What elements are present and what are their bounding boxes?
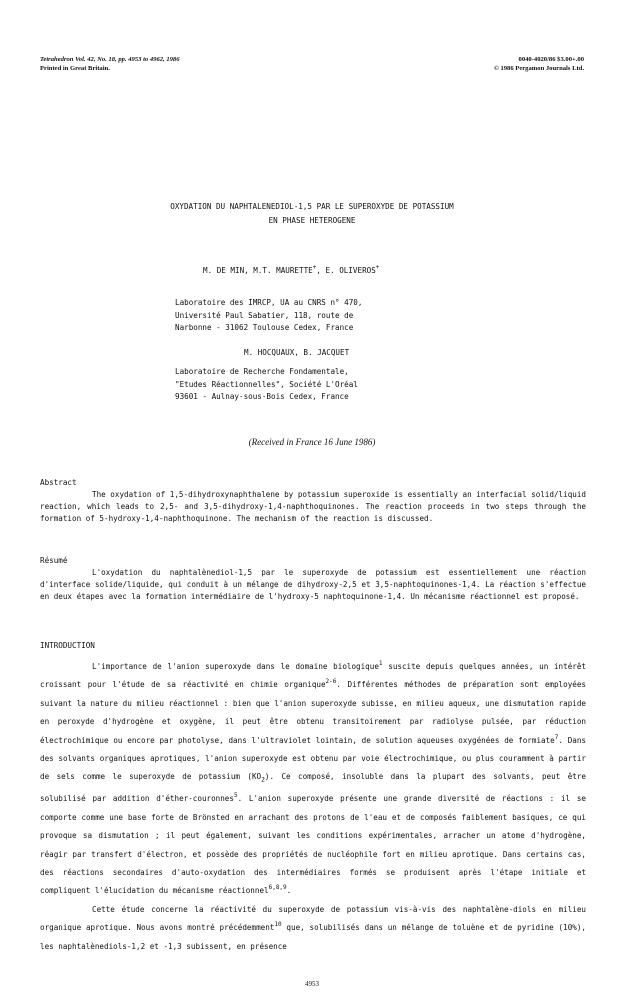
intro-p1-part-6: . L'anion superoxyde présente une grande diversité de réactions : il se comporte comme une base forte de Brönsted en arrachant des protons de l'eau et de composés faiblement basiques, ce qui provoque sa dismutation ; il peut également, suivant les conditions expérimentales, arracher un atome d'hydrogène, réagir par transfert d'électron, et possède des propriétés de nucléophile fort en milieu aprotique. Dans certains cas, des réactions secondaires d'auto-oxydation des intermédiaires formés se produisent après l'étape initiale et compliquent l'élucidation du mécanisme réactionnel <box>40 794 586 896</box>
intro-ref-3: 7 <box>554 733 559 741</box>
affil-2-line-3: 93601 - Aulnay-sous-Bois Cedex, France <box>175 392 349 401</box>
abstract-heading: Abstract <box>40 478 77 487</box>
author-names-b: , E. OLIVEROS <box>316 266 376 275</box>
author-mark-a: + <box>312 264 317 271</box>
intro-ref-5: 6,8,9 <box>268 884 287 892</box>
title-line-1: OXYDATION DU NAPHTALENEDIOL-1,5 PAR LE SUPEROXYDE DE POTASSIUM <box>170 202 454 211</box>
authors-primary <box>203 265 379 277</box>
journal-citation <box>40 55 180 73</box>
affil-2-line-2: "Etudes Réactionnelles", Société L'Oréal <box>175 379 358 389</box>
article-title <box>0 200 624 228</box>
intro-ref-1: 1 <box>378 660 383 667</box>
intro-subscript: 2 <box>261 776 265 784</box>
introduction-paragraph-2 <box>40 901 586 956</box>
abstract-text: The oxydation of 1,5-dihydroxynaphthalene by potassium superoxide is essentially an interfacial solid/liquid reaction, which leads to 2,5- and 3,5-dihydroxy-1,4-naphthoquinones. The reaction proceeds in two steps through the formation of 5-hydroxy-1,4-naphthoquinone. The mechanism of the reaction is discussed. <box>40 490 586 523</box>
introduction-paragraph-1 <box>40 658 586 901</box>
page-number: 4953 <box>305 980 319 988</box>
journal-copyright: © 1986 Pergamon Journals Ltd. <box>493 65 584 72</box>
intro-ref-4: 5 <box>233 792 238 800</box>
affil-1-line-3: Narbonne - 31062 Toulouse Cedex, France <box>175 323 354 332</box>
received-date <box>0 437 624 447</box>
resume-section <box>40 555 586 603</box>
intro-p1-part-3: . Différentes méthodes de préparation sont employées suivant la nature du milieu réactionnel : bien que l'anion superoxyde subisse, en milieu aqueux, une dismutation rapide en peroxyde d'hydrogène et oxygène, il peut être obtenu transitoirement par radiolyse pulsée, par réduction électrochimique ou encore par photolyse, dans l'ultraviolet lointain, de solution aqueuses oxygénées de formiate <box>40 680 586 745</box>
affiliation-oreal <box>175 366 358 404</box>
affil-1-line-1: Laboratoire des IMRCP, UA au CNRS n° 470, <box>175 298 363 307</box>
abstract-section <box>40 477 586 525</box>
journal-price: 0040-4020/86 $3.00+.00 <box>518 56 584 63</box>
received-text: (Received in France 16 June 1986) <box>248 437 376 447</box>
intro-p2-part-1: Cette étude concerne la réactivité du superoxyde de potassium vis-à-vis des naphtalène-diols en milieu organique aprotique. Nous avons montré précédemment <box>40 904 586 933</box>
author-names-a: M. DE MIN, M.T. MAURETTE <box>203 266 313 275</box>
resume-text: L'oxydation du naphtalènediol-1,5 par le superoxyde de potassium est essentiellement une réaction d'interface solide/liquide, qui conduit à un mélange de dihydroxy-2,5 et 3,5-naphtoquinones-1,4. La réaction s'effectue en deux étapes avec la formation intermédiaire de l'hydroxy-5 naphtoquinone-1,4. Un mécanisme réactionnel est proposé. <box>40 568 586 601</box>
intro-p1-part-5: ). Ce composé, insoluble dans la plupart des solvants, peut être solubilisé par addition d'éther-couronnes <box>40 772 586 804</box>
title-line-2: EN PHASE HETEROGENE <box>268 216 356 225</box>
affiliation-imrcp <box>175 297 362 335</box>
printed-in: Printed in Great Britain. <box>40 65 110 72</box>
intro-p1-part-7: . <box>286 886 292 896</box>
intro-p1-part-4: . Dans des solvants organiques aprotiques, l'anion superoxyde est obtenu par voie électrochimique, ou plus couramment à partir de sels comme le superoxyde de potassium (KO <box>40 735 586 782</box>
resume-heading: Résumé <box>40 556 68 565</box>
introduction-heading: INTRODUCTION <box>40 641 95 650</box>
authors-secondary: M. HOCQUAUX, B. JACQUET <box>244 348 350 357</box>
introduction-section <box>40 640 586 956</box>
intro-p1-part-2: suscite depuis quelques années, un intérêt croissant pour l'étude de sa réactivité en chimie organique <box>40 662 586 690</box>
intro-p1-part-1: L'importance de l'anion superoxyde dans le domaine biologique <box>92 662 379 671</box>
intro-ref-2: 2-6 <box>325 678 337 686</box>
intro-ref-6: 10 <box>274 921 282 929</box>
affil-2-line-1: Laboratoire de Recherche Fondamentale, <box>175 367 349 376</box>
journal-name: Tetrahedron Vol. 42, No. 18, pp. 4953 to 4962, 1986 <box>40 56 180 63</box>
journal-price-copyright <box>494 55 584 73</box>
author-mark-b: + <box>375 264 380 271</box>
intro-p2-part-2: que, solubilisés dans un mélange de toluène et de pyridine (10%), les naphtalènediols-1,2 et -1,3 subissent, en présence <box>40 923 586 951</box>
affil-1-line-2: Université Paul Sabatier, 118, route de <box>175 310 354 320</box>
